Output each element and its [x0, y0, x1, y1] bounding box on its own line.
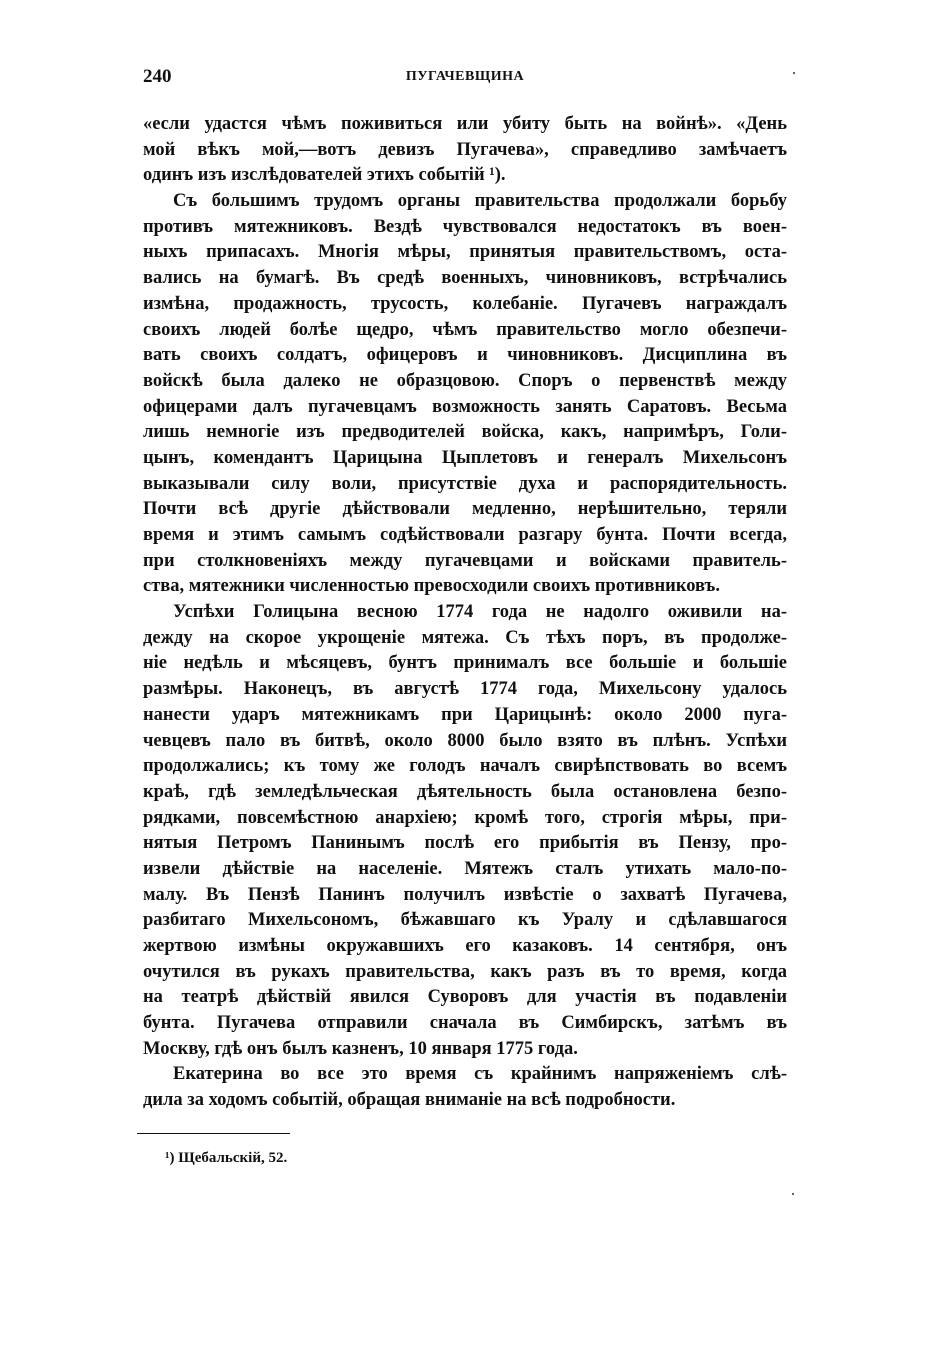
text-line: измѣна, продажность, трусость, колебаніе. Пугачевъ награждалъ [143, 293, 787, 314]
text-line: Почти всѣ другіе дѣйствовали медленно, нерѣшительно, теряли [143, 499, 787, 520]
scan-speck [792, 1193, 794, 1195]
text-line: Съ большимъ трудомъ органы правительства продолжали борьбу [173, 191, 787, 212]
text-line: своихъ людей болѣе щедро, чѣмъ правительство могло обезпечи- [143, 319, 787, 340]
text-line: при столкновеніяхъ между пугачевцами и войсками правитель- [143, 550, 787, 571]
text-line: нанести ударъ мятежникамъ при Царицынѣ: около 2000 пуга- [143, 704, 787, 725]
text-line: рядками, повсемѣстною анархіею; кромѣ того, строгія мѣры, при- [143, 807, 787, 828]
text-line: цынъ, комендантъ Царицына Цыплетовъ и генералъ Михельсонъ [143, 447, 787, 468]
text-line: Москву, гдѣ онъ былъ казненъ, 10 января 1775 года. [143, 1038, 578, 1059]
running-title: ПУГАЧЕВЩИНА [405, 69, 525, 84]
text-line: размѣры. Наконецъ, въ августѣ 1774 года, Михельсону удалось [143, 679, 787, 700]
text-line: Екатерина во все это время съ крайнимъ напряженіемъ слѣ- [173, 1064, 787, 1085]
text-line: дила за ходомъ событій, обращая вниманіе на всѣ подробности. [143, 1090, 676, 1111]
text-line: краѣ, гдѣ земледѣльческая дѣятельность была остановлена безпо- [143, 781, 787, 802]
text-line: очутился въ рукахъ правительства, какъ разъ въ то время, когда [143, 961, 787, 982]
footnote: ¹) Щебальскій, 52. [165, 1150, 288, 1166]
text-line: жертвою измѣны окружавшихъ его казаковъ. 14 сентября, онъ [143, 936, 787, 956]
text-line: ніе недѣль и мѣсяцевъ, бунтъ принималъ все большіе и большіе [143, 653, 787, 674]
scan-speck [793, 72, 795, 74]
text-line: вать своихъ солдатъ, офицеровъ и чиновниковъ. Дисциплина въ [143, 345, 787, 366]
text-line: противъ мятежниковъ. Вездѣ чувствовался недостатокъ въ воен- [143, 216, 787, 237]
text-line: бунта. Пугачева отправили сначала въ Симбирскъ, затѣмъ въ [143, 1013, 787, 1034]
text-line: чевцевъ пало въ битвѣ, около 8000 было взято въ плѣнъ. Успѣхи [143, 730, 787, 751]
text-line: одинъ изъ изслѣдователей этихъ событій ¹). [143, 165, 506, 186]
text-line: офицерами далъ пугачевцамъ возможность занять Саратовъ. Весьма [143, 396, 787, 417]
body-text [143, 112, 787, 1114]
text-line: ства, мятежники численностью превосходили своихъ противниковъ. [143, 576, 720, 597]
paragraph [143, 1062, 787, 1113]
page-header [143, 66, 787, 90]
text-line: извели дѣйствіе на населеніе. Мятежъ сталъ утихать мало-по- [143, 858, 787, 879]
text-line: разбитаго Михельсономъ, бѣжавшаго къ Уралу и сдѣлавшагося [143, 910, 787, 931]
text-line: время и этимъ самымъ содѣйствовали разгару бунта. Почти всегда, [143, 525, 787, 545]
text-line: продолжались; къ тому же голодъ началъ свирѣпствовать во всемъ [143, 756, 787, 777]
text-line: «если удастся чѣмъ поживиться или убиту быть на войнѣ». «День [143, 114, 787, 134]
text-line: выказывали силу воли, присутствіе духа и распорядительность. [143, 473, 787, 494]
text-line: войскѣ была далеко не образцовою. Споръ о первенствѣ между [143, 370, 787, 391]
page-number: 240 [143, 66, 172, 87]
text-line: лишь немногіе изъ предводителей войска, какъ, напримѣръ, Голи- [143, 422, 787, 443]
paragraph [143, 112, 787, 189]
text-line: мой вѣкъ мой,—вотъ девизъ Пугачева», справедливо замѣчаетъ [143, 139, 787, 160]
text-line: нятыя Петромъ Панинымъ послѣ его прибытія въ Пензу, про- [143, 833, 787, 854]
text-line: малу. Въ Пензѣ Панинъ получилъ извѣстіе о захватѣ Пугачева, [143, 884, 787, 905]
text-line: вались на бумагѣ. Въ средѣ военныхъ, чиновниковъ, встрѣчались [143, 268, 787, 289]
text-line: ныхъ припасахъ. Многія мѣры, принятыя правительствомъ, оста- [143, 242, 787, 263]
paragraph [143, 600, 787, 1062]
footnote-divider [137, 1133, 290, 1134]
text-line: Успѣхи Голицына весною 1774 года не надолго оживили на- [173, 602, 787, 623]
text-line: на театрѣ дѣйствій явился Суворовъ для участія въ подавленіи [143, 987, 787, 1008]
paragraph [143, 189, 787, 600]
text-line: дежду на скорое укрощеніе мятежа. Съ тѣхъ поръ, въ продолже- [143, 627, 787, 648]
